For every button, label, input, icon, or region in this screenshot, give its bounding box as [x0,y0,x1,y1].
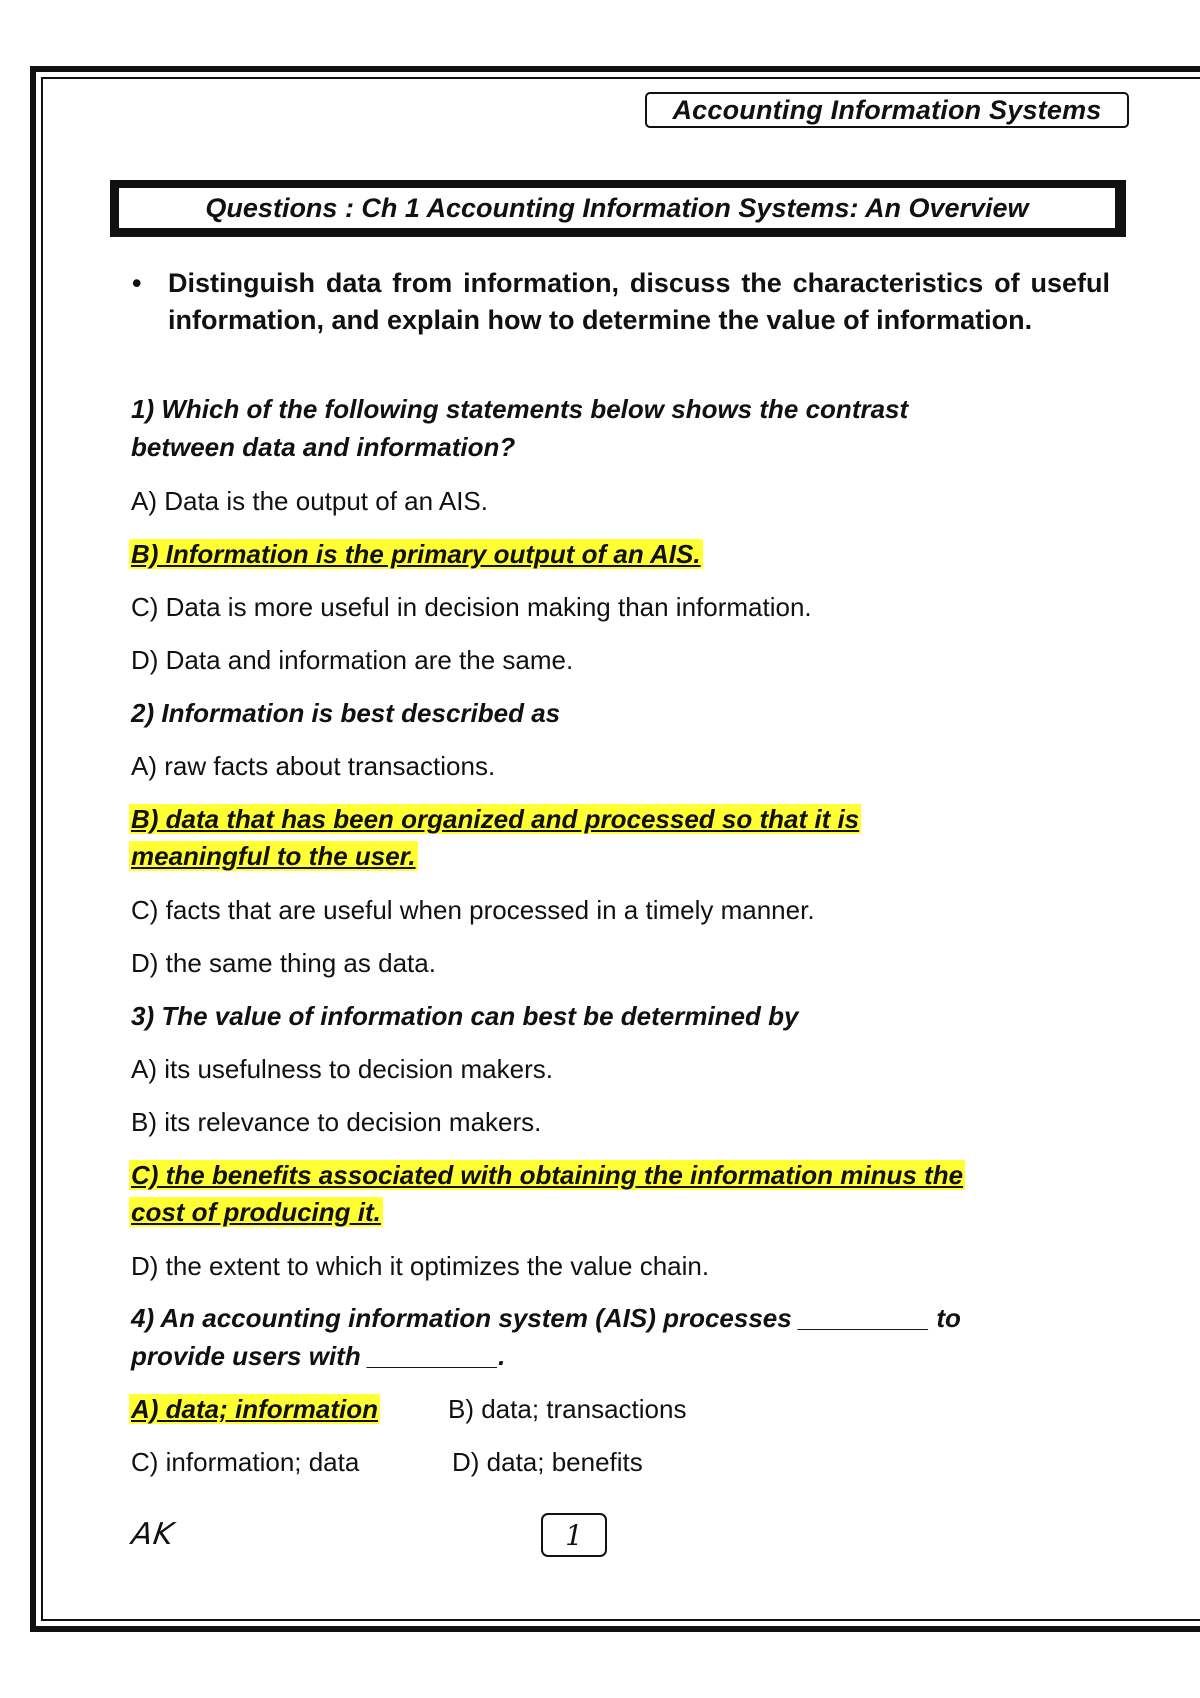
question-4-option-d: D) data; benefits [452,1447,643,1477]
answer-highlight: B) data that has been organized and processed so that it is [131,804,860,834]
question-4-option-b: B) data; transactions [448,1394,687,1424]
question-2-prompt: 2) Information is best described as [131,698,561,728]
question-3-option-b: B) its relevance to decision makers. [131,1107,542,1137]
question-4-option-a [131,1391,380,1428]
title-box [110,180,1126,237]
question-4-prompt-line-1: 4) An accounting information system (AIS) processes _________ to [131,1303,961,1333]
question-3-option-d: D) the extent to which it optimizes the value chain. [131,1251,710,1281]
question-2-option-c: C) facts that are useful when processed in a timely manner. [131,895,815,925]
question-3-prompt: 3) The value of information can best be determined by [131,1001,799,1031]
question-2-option-b-line-2 [131,838,418,875]
answer-highlight: A) data; information [131,1394,378,1424]
question-1-option-c: C) Data is more useful in decision making than information. [131,592,812,622]
question-2-option-b-line-1 [131,801,861,838]
question-1-option-d: D) Data and information are the same. [131,645,574,675]
question-4-prompt-line-2: provide users with _________. [131,1341,506,1371]
question-4-option-c: C) information; data [131,1447,360,1477]
question-2-option-d: D) the same thing as data. [131,948,436,978]
page-title: Questions : Ch 1 Accounting Information Systems: An Overview [117,186,1117,230]
answer-highlight: B) Information is the primary output of an AIS. [131,539,701,569]
question-2-option-a: A) raw facts about transactions. [131,751,496,781]
answer-highlight: meaningful to the user. [131,841,416,871]
answer-highlight: C) the benefits associated with obtaining the information minus the [131,1160,964,1190]
question-1-prompt-line-1: 1) Which of the following statements below shows the contrast [131,394,909,424]
page-number: 1 [541,1513,607,1557]
question-1-prompt-line-2: between data and information? [131,432,516,462]
question-3-option-a: A) its usefulness to decision makers. [131,1054,553,1084]
question-1-option-b [131,536,703,573]
answer-highlight: cost of producing it. [131,1197,381,1227]
question-3-option-c-line-2 [131,1194,383,1231]
question-3-option-c-line-1 [131,1157,965,1194]
course-header: Accounting Information Systems [645,92,1129,128]
objective-text: Distinguish data from information, discuss the characteristics of useful information, and explain how to determine the value of information. [168,268,1110,335]
question-1-option-a: A) Data is the output of an AIS. [131,486,488,516]
author-initials: AK [129,1517,177,1552]
bullet-icon: • [132,268,142,298]
learning-objective [132,265,1110,339]
